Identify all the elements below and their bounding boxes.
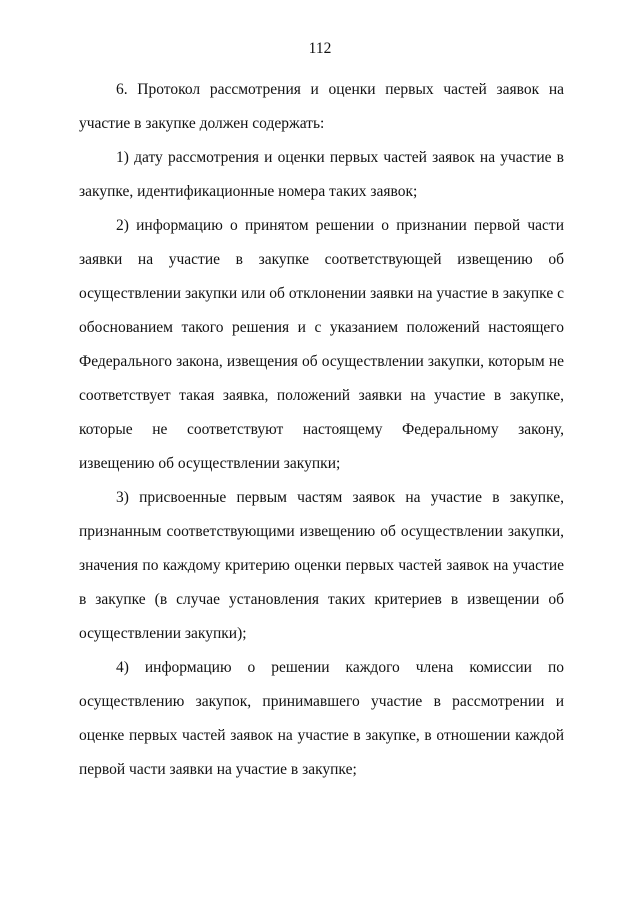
paragraph-protocol-heading: 6. Протокол рассмотрения и оценки первых частей заявок на участие в закупке должен содержать: [79, 81, 564, 132]
paragraph-item-3: 3) присвоенные первым частям заявок на участие в закупке, признанным соответствующими извещению об осуществлении закупки, значения по каждому критерию оценки первых частей заявок на участие в закупке (в случае установления таких критериев в извещении об осуществлении закупки); [79, 489, 564, 642]
paragraph-item-4: 4) информацию о решении каждого члена комиссии по осуществлению закупок, принимавшего участие в рассмотрении и оценке первых частей заявок на участие в закупке, в отношении каждой первой части заявки на участие в закупке; [79, 659, 564, 778]
paragraph-item-1: 1) дату рассмотрения и оценки первых частей заявок на участие в закупке, идентификационные номера таких заявок; [79, 149, 564, 200]
paragraph-item-2: 2) информацию о принятом решении о признании первой части заявки на участие в закупке соответствующей извещению об осуществлении закупки или об отклонении заявки на участие в закупке с обоснованием такого решения и с указанием положений настоящего Федерального закона, извещения об осуществлении закупки, которым не соответствует такая заявка, положений заявки на участие в закупке, которые не соответствуют настоящему Федеральному закону, извещению об осуществлении закупки; [79, 217, 564, 472]
page-number: 112 [308, 40, 332, 57]
document-body [79, 73, 564, 787]
